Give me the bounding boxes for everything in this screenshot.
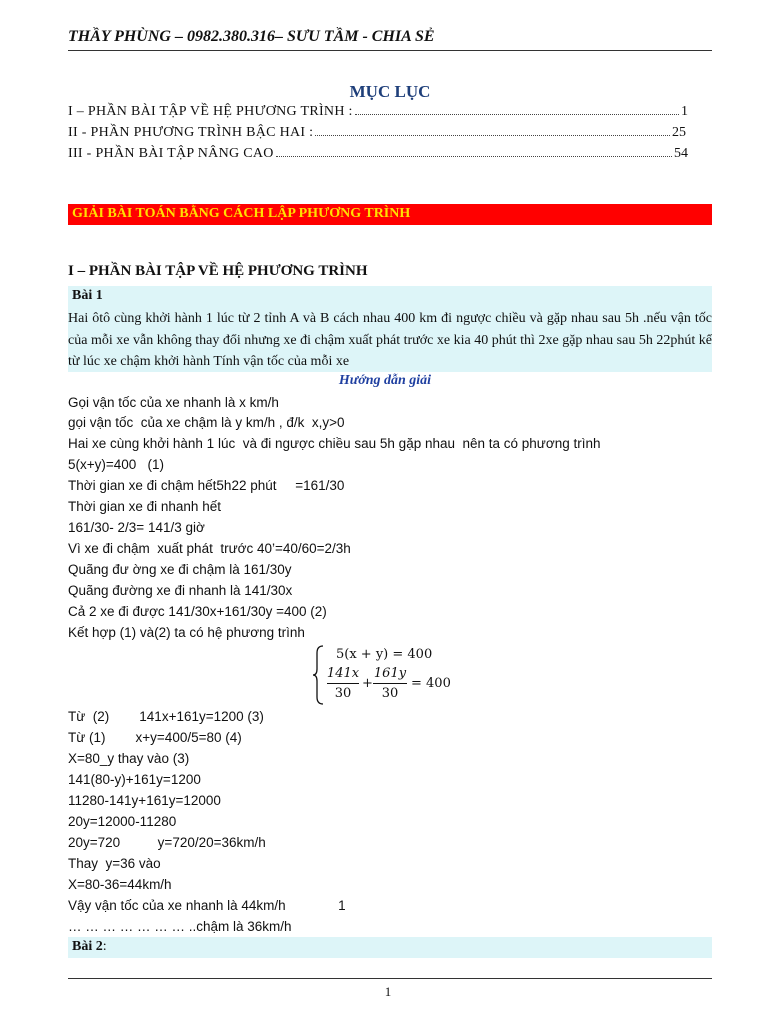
toc-item-page: 1 [681, 104, 688, 119]
solution-line: 161/30- 2/3= 141/3 giờ [68, 520, 205, 535]
solution-line: Từ (2) 141x+161y=1200 (3) [68, 709, 264, 724]
toc-leader [355, 114, 679, 115]
solution-line: Từ (1) x+y=400/5=80 (4) [68, 730, 242, 745]
problem-title [72, 939, 107, 955]
page-number: 1 [384, 984, 392, 999]
problem-title: Bài 1 [72, 288, 103, 303]
problem-box [68, 937, 712, 958]
solution-line: Vậy vận tốc của xe nhanh là 44km/h 1 [68, 898, 346, 913]
problem-title-suffix: : [102, 939, 107, 954]
fraction-2-numerator: 161y [373, 666, 407, 681]
solution-line: Thay y=36 vào [68, 856, 161, 871]
solution-line: Quãng đường xe đi nhanh là 141/30x [68, 583, 293, 598]
solution-line: Hai xe cùng khởi hành 1 lúc và đi ngược chiều sau 5h gặp nhau nên ta có phương trình [68, 436, 601, 451]
solution-line: Kết hợp (1) và(2) ta có hệ phương trình [68, 625, 305, 640]
footer-rule [68, 978, 712, 979]
solution-line: 141(80-y)+161y=1200 [68, 772, 201, 787]
page-header: THẦY PHÙNG – 0982.380.316– SƯU TẦM - CHIA SẺ [68, 28, 435, 45]
solution-line: Thời gian xe đi nhanh hết [68, 499, 221, 514]
toc-item[interactable] [68, 104, 688, 120]
fraction-1-numerator: 141x [326, 666, 360, 681]
toc-item-label: I – PHẦN BÀI TẬP VỀ HỆ PHƯƠNG TRÌNH : [68, 104, 353, 119]
fraction-1-denominator: 30 [334, 686, 352, 701]
fraction-2-bar [373, 683, 407, 684]
solution-line: Quãng đư ờng xe đi chậm là 161/30y [68, 562, 292, 577]
solution-line: 11280-141y+161y=12000 [68, 793, 221, 808]
toc-item-page: 25 [672, 125, 686, 140]
topic-banner [68, 204, 712, 225]
equation-system [312, 644, 452, 706]
solution-line: Thời gian xe đi chậm hết5h22 phút =161/30 [68, 478, 345, 493]
solution-line: 5(x+y)=400 (1) [68, 457, 165, 472]
solution-line: X=80_y thay vào (3) [68, 751, 190, 766]
problem-title-text: Bài 2 [72, 939, 103, 954]
equation-1: 5(x + y) = 400 [336, 647, 433, 662]
toc-item-label: III - PHẦN BÀI TẬP NÂNG CAO [68, 146, 274, 161]
topic-banner-text: GIẢI BÀI TOÁN BẰNG CÁCH LẬP PHƯƠNG TRÌNH [72, 206, 411, 221]
solution-line: Cả 2 xe đi được 141/30x+161/30y =400 (2) [68, 604, 327, 619]
toc-leader [276, 156, 672, 157]
toc-item-page: 54 [674, 146, 688, 161]
left-brace-icon [312, 644, 326, 706]
toc-title: MỤC LỤC [349, 82, 431, 101]
problem-text: Hai ôtô cùng khởi hành 1 lúc từ 2 tỉnh A và B cách nhau 400 km đi ngược chiều và gặp nhau sau 5h .nếu vận tốc của mỗi xe vẫn không thay đổi nhưng xe đi chậm xuất phát trước xe kia 40 phút thì 2xe gặp nhau sau 5h 22phút kể từ lúc xe chậm khởi hành Tính vận tốc của mỗi xe [68, 311, 712, 369]
solution-line: X=80-36=44km/h [68, 877, 172, 892]
section-title: I – PHẦN BÀI TẬP VỀ HỆ PHƯƠNG TRÌNH [68, 263, 368, 279]
solution-heading: Hướng dẫn giải [338, 373, 432, 388]
toc-item[interactable] [68, 146, 688, 162]
solution-line: Vì xe đi chậm xuất phát trước 40’=40/60=2/3h [68, 541, 351, 556]
solution-line: … … … … … … … ..chậm là 36km/h [68, 919, 292, 934]
toc-leader [315, 135, 670, 136]
fraction-2-denominator: 30 [381, 686, 399, 701]
plus-sign: + [362, 676, 373, 691]
solution-line: Gọi vận tốc của xe nhanh là x km/h [68, 395, 279, 410]
fraction-1-bar [327, 683, 359, 684]
toc-item[interactable] [68, 125, 686, 141]
toc-item-label: II - PHẦN PHƯƠNG TRÌNH BẬC HAI : [68, 125, 314, 140]
equation-2-rhs: = 400 [411, 676, 451, 691]
solution-line: 20y=720 y=720/20=36km/h [68, 835, 266, 850]
solution-line: gọi vận tốc của xe chậm là y km/h , đ/k x,y>0 [68, 415, 345, 430]
header-rule [68, 50, 712, 51]
solution-line: 20y=12000-11280 [68, 814, 177, 829]
